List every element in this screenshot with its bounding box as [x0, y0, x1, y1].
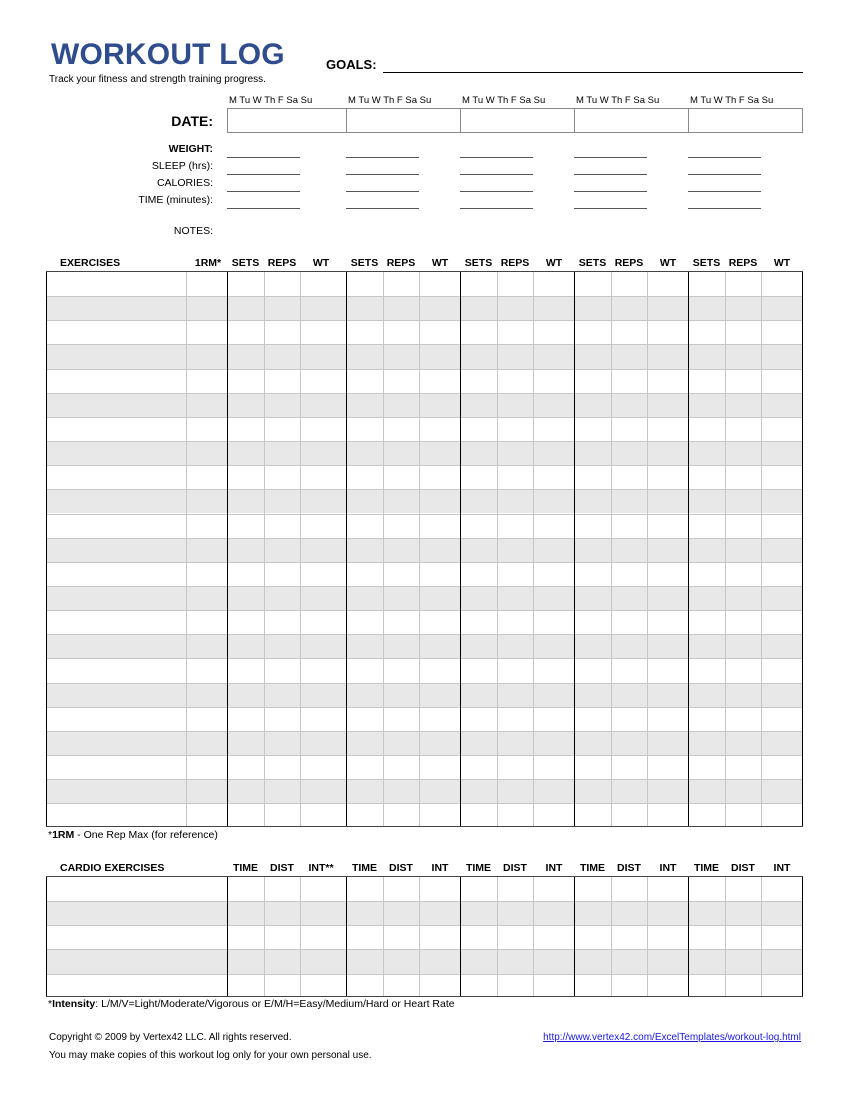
strength-column-divider [227, 272, 228, 826]
metric-line-4-1[interactable] [227, 208, 300, 209]
strength-row[interactable] [46, 465, 803, 489]
metric-line-4-4[interactable] [574, 208, 647, 209]
cardio-column-divider [300, 877, 301, 996]
strength-header-5-2: REPS [728, 257, 758, 269]
strength-row-divider [46, 344, 803, 345]
metric-line-1-5[interactable] [688, 157, 761, 158]
strength-row-divider [46, 393, 803, 394]
strength-row-divider [46, 417, 803, 418]
metric-line-3-5[interactable] [688, 191, 761, 192]
cardio-column-divider [419, 877, 420, 996]
notes-label: NOTES: [173, 225, 213, 237]
intensity-footnote-term: Intensity [52, 998, 96, 1010]
strength-column-divider [346, 272, 347, 826]
cardio-column-divider [460, 877, 461, 996]
strength-row[interactable] [46, 803, 803, 827]
date-label: DATE: [171, 113, 213, 129]
strength-row[interactable] [46, 683, 803, 707]
cardio-row[interactable] [46, 974, 803, 998]
metric-line-2-2[interactable] [346, 174, 419, 175]
cardio-column-divider [802, 877, 803, 996]
cardio-column-divider [383, 877, 384, 996]
cardio-table[interactable] [46, 876, 803, 997]
metric-line-2-4[interactable] [574, 174, 647, 175]
cardio-column-divider [574, 877, 575, 996]
strength-row[interactable] [46, 779, 803, 803]
goals-field[interactable] [383, 72, 803, 73]
strength-row-divider [46, 731, 803, 732]
strength-row-divider [46, 562, 803, 563]
strength-header-2-1: SETS [350, 257, 379, 269]
calories-label: CALORIES: [156, 177, 213, 189]
strength-row-divider [46, 610, 803, 611]
cardio-row[interactable] [46, 949, 803, 973]
strength-row[interactable] [46, 586, 803, 610]
strength-header-1-1: SETS [231, 257, 260, 269]
strength-column-divider [533, 272, 534, 826]
strength-column-divider [46, 272, 47, 826]
sleep-label: SLEEP (hrs): [151, 160, 213, 172]
cardio-column-divider [346, 877, 347, 996]
days-of-week-4: M Tu W Th F Sa Su [576, 95, 660, 106]
cardio-exercises-header: CARDIO EXERCISES [60, 862, 165, 874]
strength-column-divider [497, 272, 498, 826]
strength-column-divider [688, 272, 689, 826]
metric-line-3-1[interactable] [227, 191, 300, 192]
metric-line-4-3[interactable] [460, 208, 533, 209]
strength-column-divider [725, 272, 726, 826]
strength-row[interactable] [46, 538, 803, 562]
strength-header-5-3: WT [773, 257, 791, 269]
date-field-4[interactable] [574, 108, 689, 133]
strength-row-divider [46, 296, 803, 297]
strength-row[interactable] [46, 658, 803, 682]
strength-column-divider [647, 272, 648, 826]
cardio-header-2-3: INT [431, 862, 449, 874]
cardio-row-divider [46, 949, 803, 950]
cardio-header-1-2: DIST [270, 862, 294, 874]
strength-column-divider [460, 272, 461, 826]
metric-line-2-5[interactable] [688, 174, 761, 175]
weight-label: WEIGHT: [168, 143, 213, 155]
time-label: TIME (minutes): [138, 194, 213, 206]
cardio-row[interactable] [46, 877, 803, 901]
cardio-header-4-3: INT [659, 862, 677, 874]
strength-header-3-1: SETS [464, 257, 493, 269]
strength-row-divider [46, 514, 803, 515]
strength-row[interactable] [46, 755, 803, 779]
cardio-column-divider [647, 877, 648, 996]
strength-column-divider [611, 272, 612, 826]
strength-header-4-3: WT [659, 257, 677, 269]
strength-row-divider [46, 658, 803, 659]
date-field-5[interactable] [688, 108, 803, 133]
cardio-column-divider [761, 877, 762, 996]
strength-row[interactable] [46, 393, 803, 417]
strength-row-divider [46, 441, 803, 442]
strength-header-5-1: SETS [692, 257, 721, 269]
cardio-header-5-1: TIME [693, 862, 720, 874]
strength-header-4-1: SETS [578, 257, 607, 269]
copyright-text: Copyright © 2009 by Vertex42 LLC. All rights reserved. [49, 1032, 292, 1043]
cardio-header-4-1: TIME [579, 862, 606, 874]
strength-column-divider [300, 272, 301, 826]
strength-row-divider [46, 634, 803, 635]
strength-row[interactable] [46, 320, 803, 344]
exercises-header: EXERCISES [60, 257, 121, 269]
strength-row-divider [46, 320, 803, 321]
strength-row-divider [46, 707, 803, 708]
cardio-column-divider [46, 877, 47, 996]
cardio-header-1-3: INT** [308, 862, 334, 874]
strength-column-divider [264, 272, 265, 826]
strength-row[interactable] [46, 417, 803, 441]
cardio-column-divider [725, 877, 726, 996]
days-of-week-1: M Tu W Th F Sa Su [229, 95, 313, 106]
metric-line-3-4[interactable] [574, 191, 647, 192]
cardio-column-divider [497, 877, 498, 996]
strength-row[interactable] [46, 369, 803, 393]
strength-row-divider [46, 586, 803, 587]
page-subtitle: Track your fitness and strength training progress. [49, 74, 266, 85]
strength-row-divider [46, 803, 803, 804]
strength-header-2-3: WT [431, 257, 449, 269]
strength-row[interactable] [46, 731, 803, 755]
cardio-header-5-2: DIST [731, 862, 755, 874]
cardio-header-2-1: TIME [351, 862, 378, 874]
strength-row[interactable] [46, 441, 803, 465]
strength-header-3-3: WT [545, 257, 563, 269]
rm-footnote: *1RM - One Rep Max (for reference) [48, 829, 218, 841]
strength-row[interactable] [46, 562, 803, 586]
metric-line-3-3[interactable] [460, 191, 533, 192]
date-field-2[interactable] [346, 108, 461, 133]
vertex42-link[interactable]: http://www.vertex42.com/ExcelTemplates/workout-log.html [543, 1032, 801, 1043]
strength-column-divider [419, 272, 420, 826]
date-field-3[interactable] [460, 108, 575, 133]
strength-row[interactable] [46, 634, 803, 658]
rm-footnote-text: - One Rep Max (for reference) [74, 829, 218, 841]
cardio-column-divider [688, 877, 689, 996]
metric-line-3-2[interactable] [346, 191, 419, 192]
strength-row-divider [46, 779, 803, 780]
strength-header-2-2: REPS [386, 257, 416, 269]
strength-table[interactable] [46, 271, 803, 827]
strength-row-divider [46, 489, 803, 490]
rm-footnote-term: 1RM [52, 829, 75, 841]
strength-column-divider [186, 272, 187, 826]
cardio-row-divider [46, 925, 803, 926]
strength-row-divider [46, 538, 803, 539]
days-of-week-2: M Tu W Th F Sa Su [348, 95, 432, 106]
metric-line-2-1[interactable] [227, 174, 300, 175]
cardio-row-divider [46, 901, 803, 902]
cardio-header-3-2: DIST [503, 862, 527, 874]
strength-row[interactable] [46, 610, 803, 634]
cardio-header-5-3: INT [773, 862, 791, 874]
page-title: WORKOUT LOG [51, 38, 285, 71]
strength-header-1-3: WT [312, 257, 330, 269]
cardio-header-1-1: TIME [232, 862, 259, 874]
metric-line-4-2[interactable] [346, 208, 419, 209]
cardio-column-divider [611, 877, 612, 996]
cardio-row-divider [46, 974, 803, 975]
usage-text: You may make copies of this workout log only for your own personal use. [49, 1050, 372, 1061]
goals-label: GOALS: [326, 57, 377, 72]
metric-line-1-2[interactable] [346, 157, 419, 158]
metric-line-1-4[interactable] [574, 157, 647, 158]
rm-header: 1RM* [194, 257, 222, 269]
cardio-row[interactable] [46, 925, 803, 949]
cardio-row[interactable] [46, 901, 803, 925]
cardio-header-4-2: DIST [617, 862, 641, 874]
date-field-1[interactable] [227, 108, 347, 133]
strength-column-divider [761, 272, 762, 826]
cardio-column-divider [227, 877, 228, 996]
strength-header-4-2: REPS [614, 257, 644, 269]
strength-row-divider [46, 465, 803, 466]
metric-line-1-1[interactable] [227, 157, 300, 158]
cardio-header-2-2: DIST [389, 862, 413, 874]
strength-row[interactable] [46, 272, 803, 296]
cardio-column-divider [533, 877, 534, 996]
strength-column-divider [574, 272, 575, 826]
cardio-column-divider [264, 877, 265, 996]
strength-row[interactable] [46, 707, 803, 731]
strength-row[interactable] [46, 489, 803, 513]
intensity-footnote-text: : L/M/V=Light/Moderate/Vigorous or E/M/H=Easy/Medium/Hard or Heart Rate [95, 998, 455, 1010]
strength-row[interactable] [46, 514, 803, 538]
metric-line-2-3[interactable] [460, 174, 533, 175]
strength-row-divider [46, 683, 803, 684]
strength-row[interactable] [46, 344, 803, 368]
metric-line-1-3[interactable] [460, 157, 533, 158]
strength-column-divider [383, 272, 384, 826]
strength-row-divider [46, 755, 803, 756]
strength-header-1-2: REPS [267, 257, 297, 269]
days-of-week-5: M Tu W Th F Sa Su [690, 95, 774, 106]
strength-column-divider [802, 272, 803, 826]
cardio-header-3-1: TIME [465, 862, 492, 874]
strength-row[interactable] [46, 296, 803, 320]
strength-header-3-2: REPS [500, 257, 530, 269]
strength-row-divider [46, 369, 803, 370]
metric-line-4-5[interactable] [688, 208, 761, 209]
cardio-header-3-3: INT [545, 862, 563, 874]
intensity-footnote: *Intensity: L/M/V=Light/Moderate/Vigorous or E/M/H=Easy/Medium/Hard or Heart Rate [48, 998, 455, 1010]
days-of-week-3: M Tu W Th F Sa Su [462, 95, 546, 106]
